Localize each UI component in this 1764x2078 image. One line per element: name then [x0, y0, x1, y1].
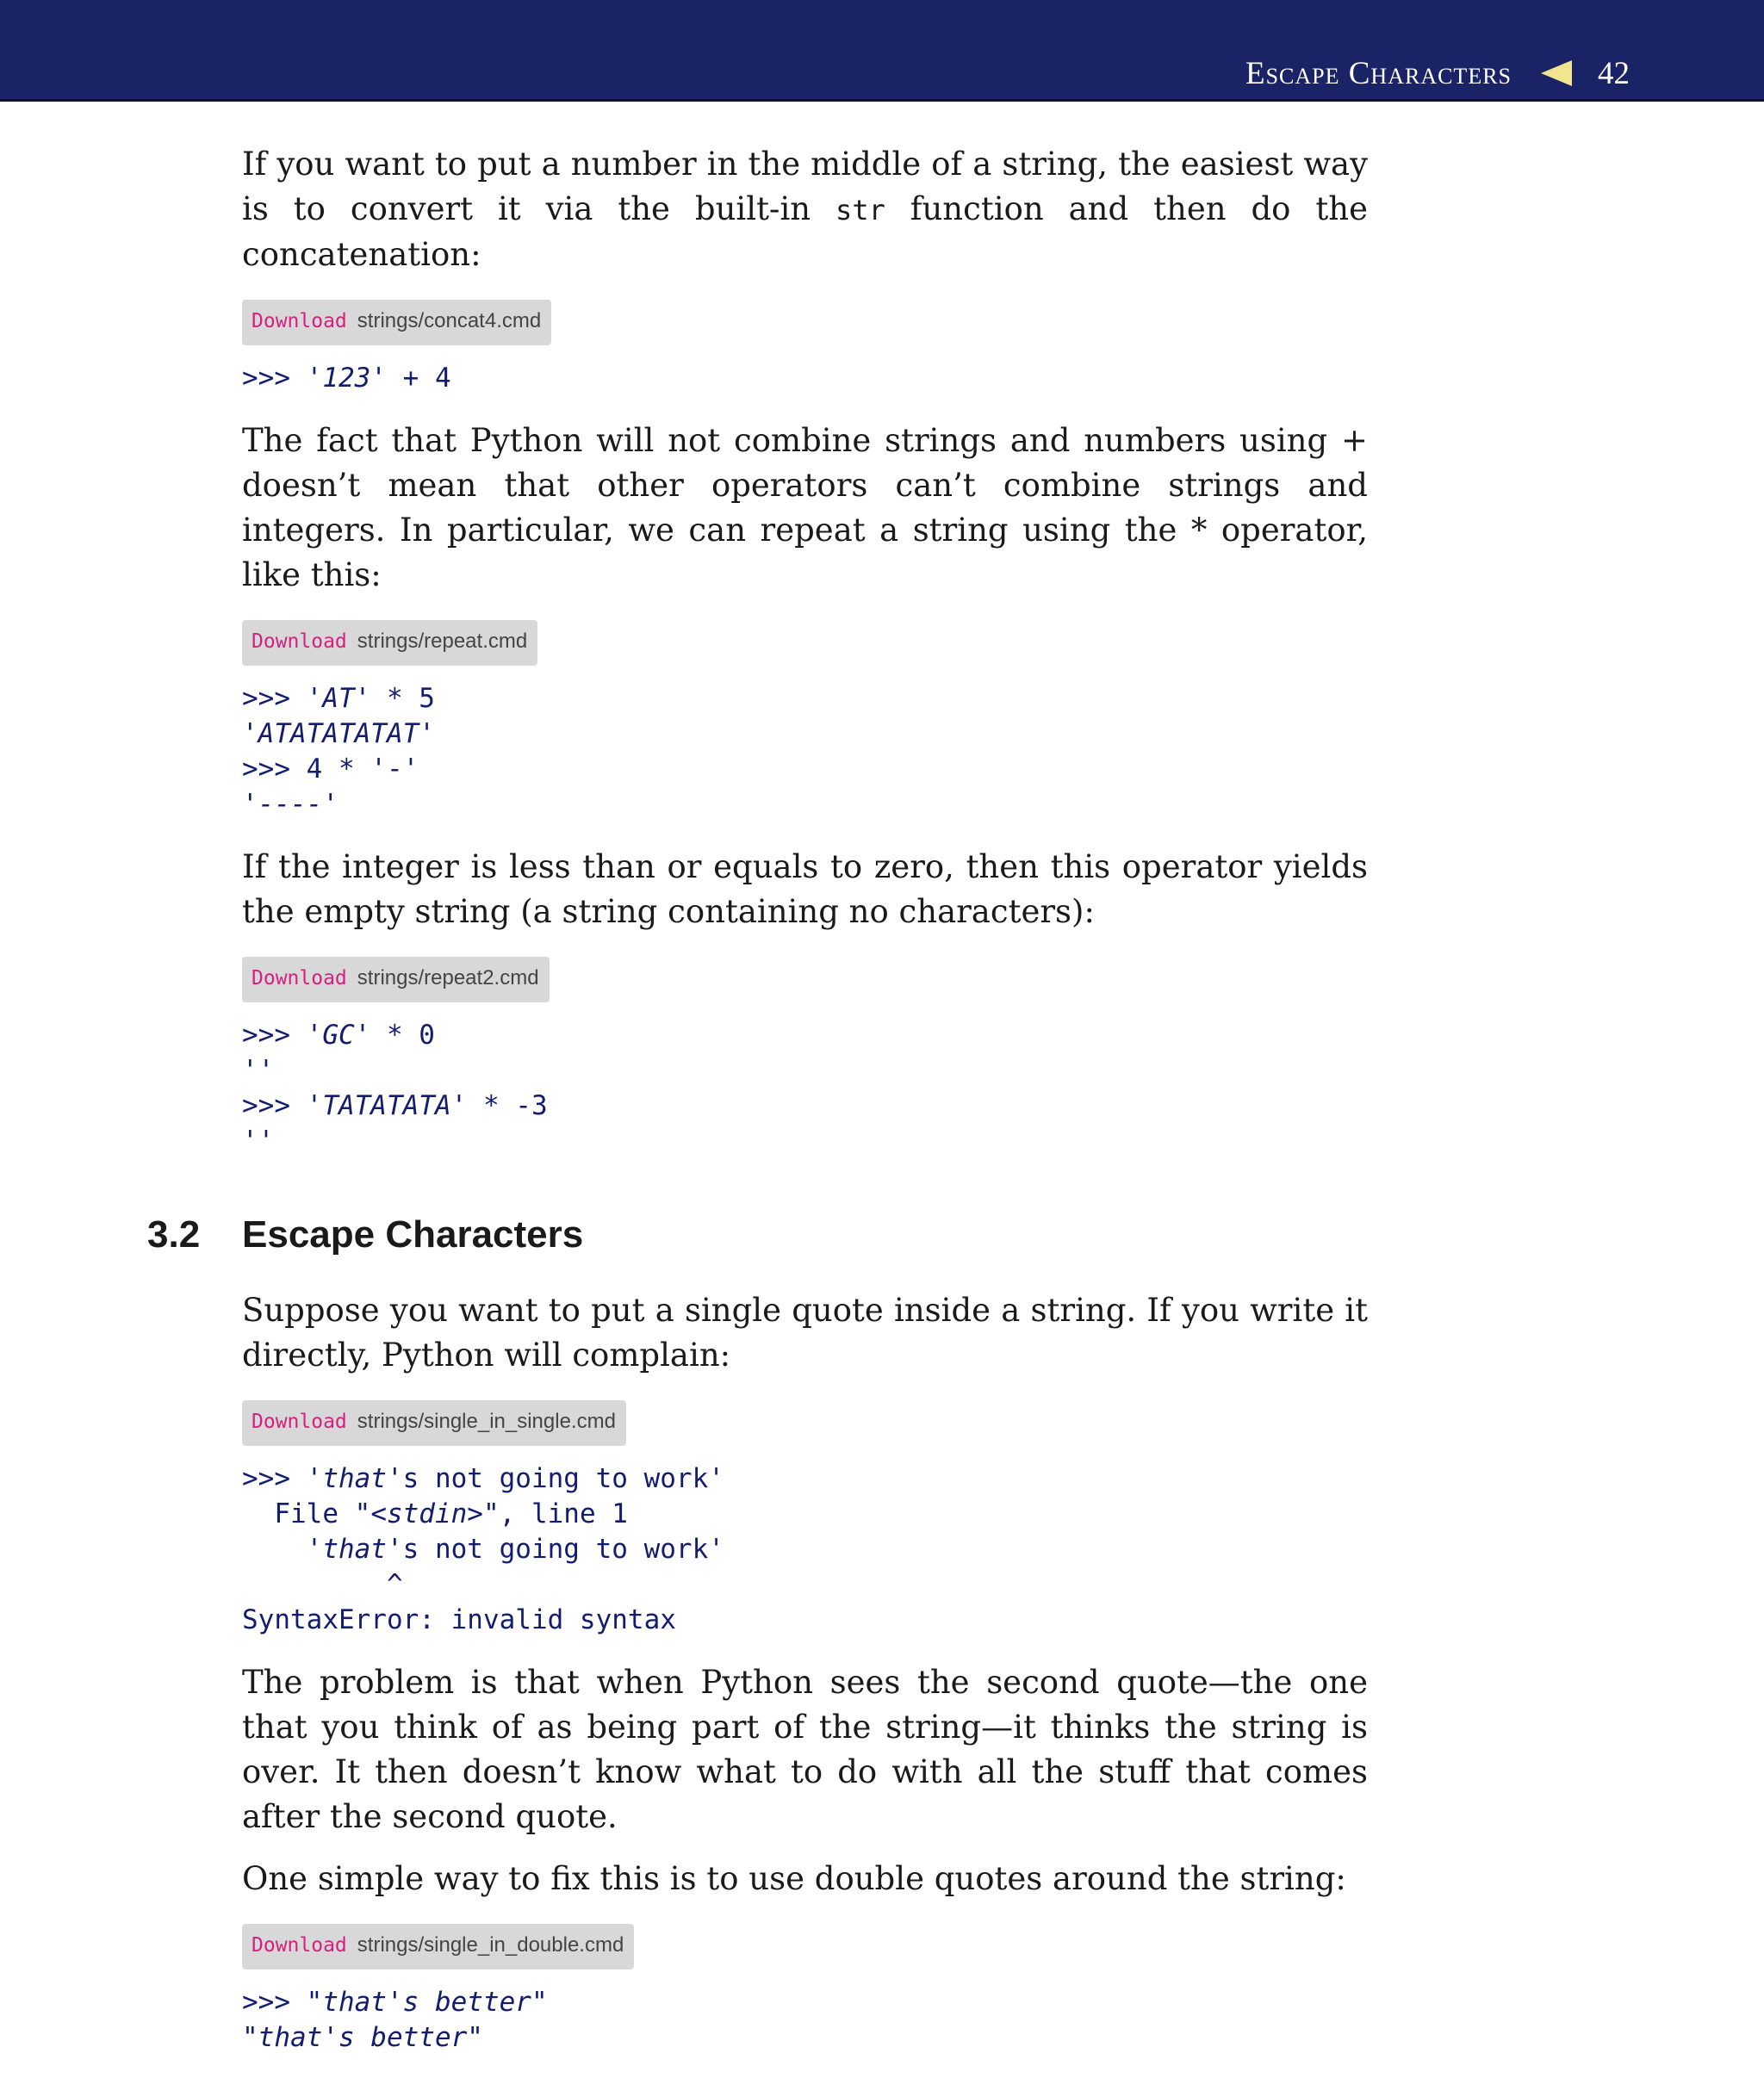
download-label: Download [252, 1411, 347, 1433]
code-block-concat4 [242, 361, 1368, 396]
code-string: 'TATATATA' [306, 1090, 468, 1121]
download-path: strings/repeat2.cmd [357, 966, 539, 989]
section-title: Escape Characters [242, 1213, 584, 1256]
paragraph-single-quote: Suppose you want to put a single quote inside a string. If you write it directly, Python will complain: [242, 1292, 1368, 1374]
running-title: Escape Characters [1245, 56, 1512, 91]
code-block-repeat2 [242, 1018, 1368, 1159]
code-text: * 5 [370, 683, 435, 714]
code-string: "<stdin>" [354, 1498, 500, 1529]
inline-code-star: * [1190, 512, 1208, 549]
code-output: "that's better" [242, 2022, 483, 2053]
download-label: Download [252, 967, 347, 989]
page-content [147, 142, 1368, 2078]
code-caret: ^ [242, 1569, 403, 1600]
page-header [0, 0, 1764, 102]
code-prompt: >>> [242, 363, 307, 394]
code-error: SyntaxError: invalid syntax [242, 1604, 676, 1635]
code-text: File [242, 1498, 355, 1529]
download-link-single-in-single[interactable] [242, 1400, 626, 1446]
page-number: 42 [1598, 56, 1630, 91]
text: The fact that Python will not combine strings and numbers using + doesn’t mean that other operators can’t combine strings and integers. In particular, we can repeat a string using the [242, 422, 1368, 549]
code-output: '' [242, 1055, 275, 1086]
code-output: 'ATATATATAT' [242, 718, 435, 749]
download-path: strings/single_in_single.cmd [357, 1410, 616, 1433]
code-block-repeat [242, 681, 1368, 822]
paragraph-str-concat [242, 142, 1368, 277]
inline-code-str: str [835, 194, 885, 226]
code-text: s not going to work' [402, 1463, 724, 1494]
paragraph-empty-string: If the integer is less than or equals to zero, then this operator yields the empty string (a string containing no characters): [242, 848, 1368, 930]
download-path: strings/single_in_double.cmd [357, 1933, 624, 1957]
code-text: s not going to work' [402, 1534, 724, 1565]
text: If you want to put a number in the middle of a string, the easiest way is to convert it via the built-in [242, 146, 1368, 227]
section-number: 3.2 [147, 1213, 201, 1256]
text: operator, like this: [242, 512, 1368, 593]
code-indent [242, 1534, 307, 1565]
code-block-single-in-single [242, 1461, 1368, 1638]
download-label: Download [252, 310, 347, 332]
code-text: * 0 [370, 1020, 435, 1051]
download-link-repeat2[interactable] [242, 957, 550, 1002]
paragraph-double-quotes: One simple way to fix this is to use double quotes around the string: [242, 1860, 1346, 1897]
code-output: '' [242, 1126, 275, 1157]
code-text: + 4 [386, 363, 451, 394]
code-string: 'AT' [306, 683, 371, 714]
code-text: * -3 [467, 1090, 548, 1121]
code-string: 'GC' [306, 1020, 371, 1051]
download-link-repeat[interactable] [242, 620, 537, 666]
paragraph-problem: The problem is that when Python sees the second quote—the one that you think of as being part of the string—it thinks the string is over. It then doesn’t know what to do with all the stuff that comes after the second quote. [242, 1664, 1368, 1835]
code-string: 'that' [306, 1463, 403, 1494]
download-link-concat4[interactable] [242, 300, 551, 345]
code-prompt: >>> [242, 683, 307, 714]
text: function and then do the concatenation: [242, 190, 1368, 273]
download-path: strings/repeat.cmd [357, 630, 528, 653]
code-string: '123' [306, 363, 387, 394]
code-prompt: >>> [242, 1463, 307, 1494]
left-triangle-icon[interactable] [1541, 60, 1572, 86]
download-path: strings/concat4.cmd [357, 309, 542, 332]
code-output: '----' [242, 789, 339, 820]
code-prompt: >>> [242, 1987, 307, 2018]
code-line: >>> 4 * '-' [242, 754, 419, 785]
section-heading [147, 1209, 1368, 1261]
download-label: Download [252, 1934, 347, 1957]
code-string: 'that' [306, 1534, 403, 1565]
download-link-single-in-double[interactable] [242, 1924, 634, 1969]
code-block-single-in-double [242, 1985, 1368, 2056]
code-string: "that's better" [306, 1987, 548, 2018]
code-prompt: >>> [242, 1020, 307, 1051]
code-text: , line 1 [499, 1498, 628, 1529]
download-label: Download [252, 630, 347, 653]
paragraph-repeat-operator [242, 419, 1368, 598]
code-prompt: >>> [242, 1090, 307, 1121]
